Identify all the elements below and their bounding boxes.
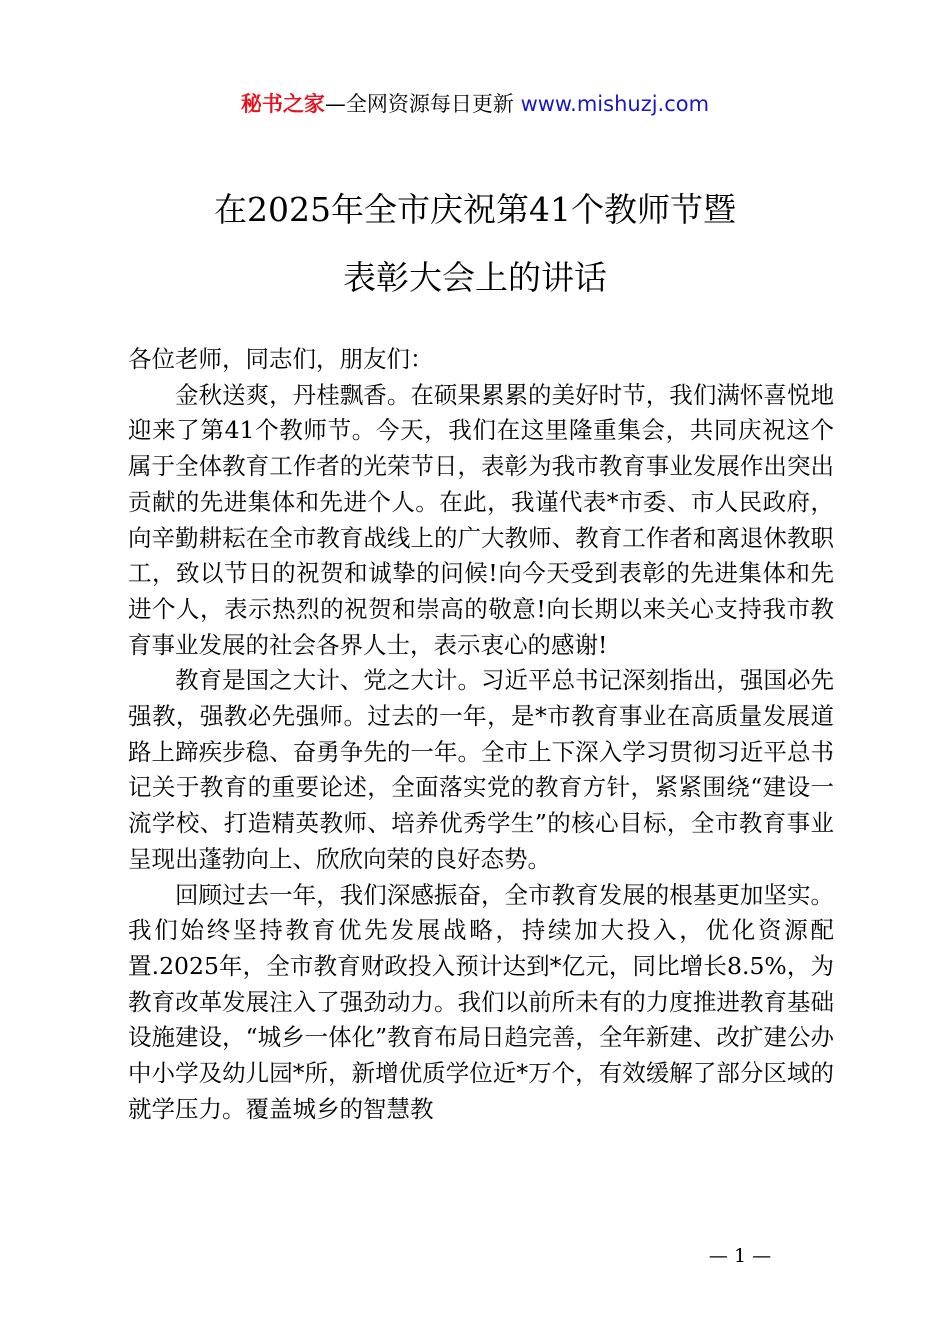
greeting: 各位老师，同志们，朋友们： <box>128 345 434 373</box>
paragraph: 教育是国之大计、党之大计。习近平总书记深刻指出，强国必先强教，强教必先强师。过去的一年，是*市教育事业在高质量发展道路上蹄疾步稳、奋勇争先的一年。全市上下深入学习贯彻习近平总书记关于教育的重要论述，全面落实党的教育方针，紧紧围绕“建设一流学校、打造精英教师、培养优秀学生”的核心目标，全市教育事业呈现出蓬勃向上、欣欣向荣的良好态势。 <box>128 666 834 873</box>
document-title-line-2: 表彰大会上的讲话 <box>343 258 607 297</box>
site-header <box>0 88 950 120</box>
site-brand: 秘书之家 <box>240 92 325 116</box>
site-tagline: —全网资源每日更新 <box>324 92 521 116</box>
paragraph: 金秋送爽，丹桂飘香。在硕果累累的美好时节，我们满怀喜悦地迎来了第41个教师节。今天，我们在这里隆重集会，共同庆祝这个属于全体教育工作者的光荣节日，表彰为我市教育事业发展作出突出贡献的先进集体和先进个人。在此，我谨代表*市委、市人民政府，向辛勤耕耘在全市教育战线上的广大教师、教育工作者和离退休教职工，致以节日的祝贺和诚挚的问候!向今天受到表彰的先进集体和先进个人，表示热烈的祝贺和崇高的敬意!向长期以来关心支持我市教育事业发展的社会各界人士，表示衷心的感谢! <box>128 380 834 659</box>
site-url[interactable]: www.mishuzj.com <box>520 92 710 116</box>
document-title-line-1: 在2025年全市庆祝第41个教师节暨 <box>214 190 736 229</box>
paragraph: 回顾过去一年，我们深感振奋，全市教育发展的根基更加坚实。我们始终坚持教育优先发展战略，持续加大投入，优化资源配置.2025年，全市教育财政投入预计达到*亿元，同比增长8.5%，为教育改革发展注入了强劲动力。我们以前所未有的力度推进教育基础设施建设，“城乡一体化”教育布局日趋完善，全年新建、改扩建公办中小学及幼儿园*所，新增优质学位近*万个，有效缓解了部分区域的就学压力。覆盖城乡的智慧教 <box>128 880 834 1123</box>
document-body <box>128 342 834 1127</box>
page-number: — 1 — <box>708 1245 772 1267</box>
